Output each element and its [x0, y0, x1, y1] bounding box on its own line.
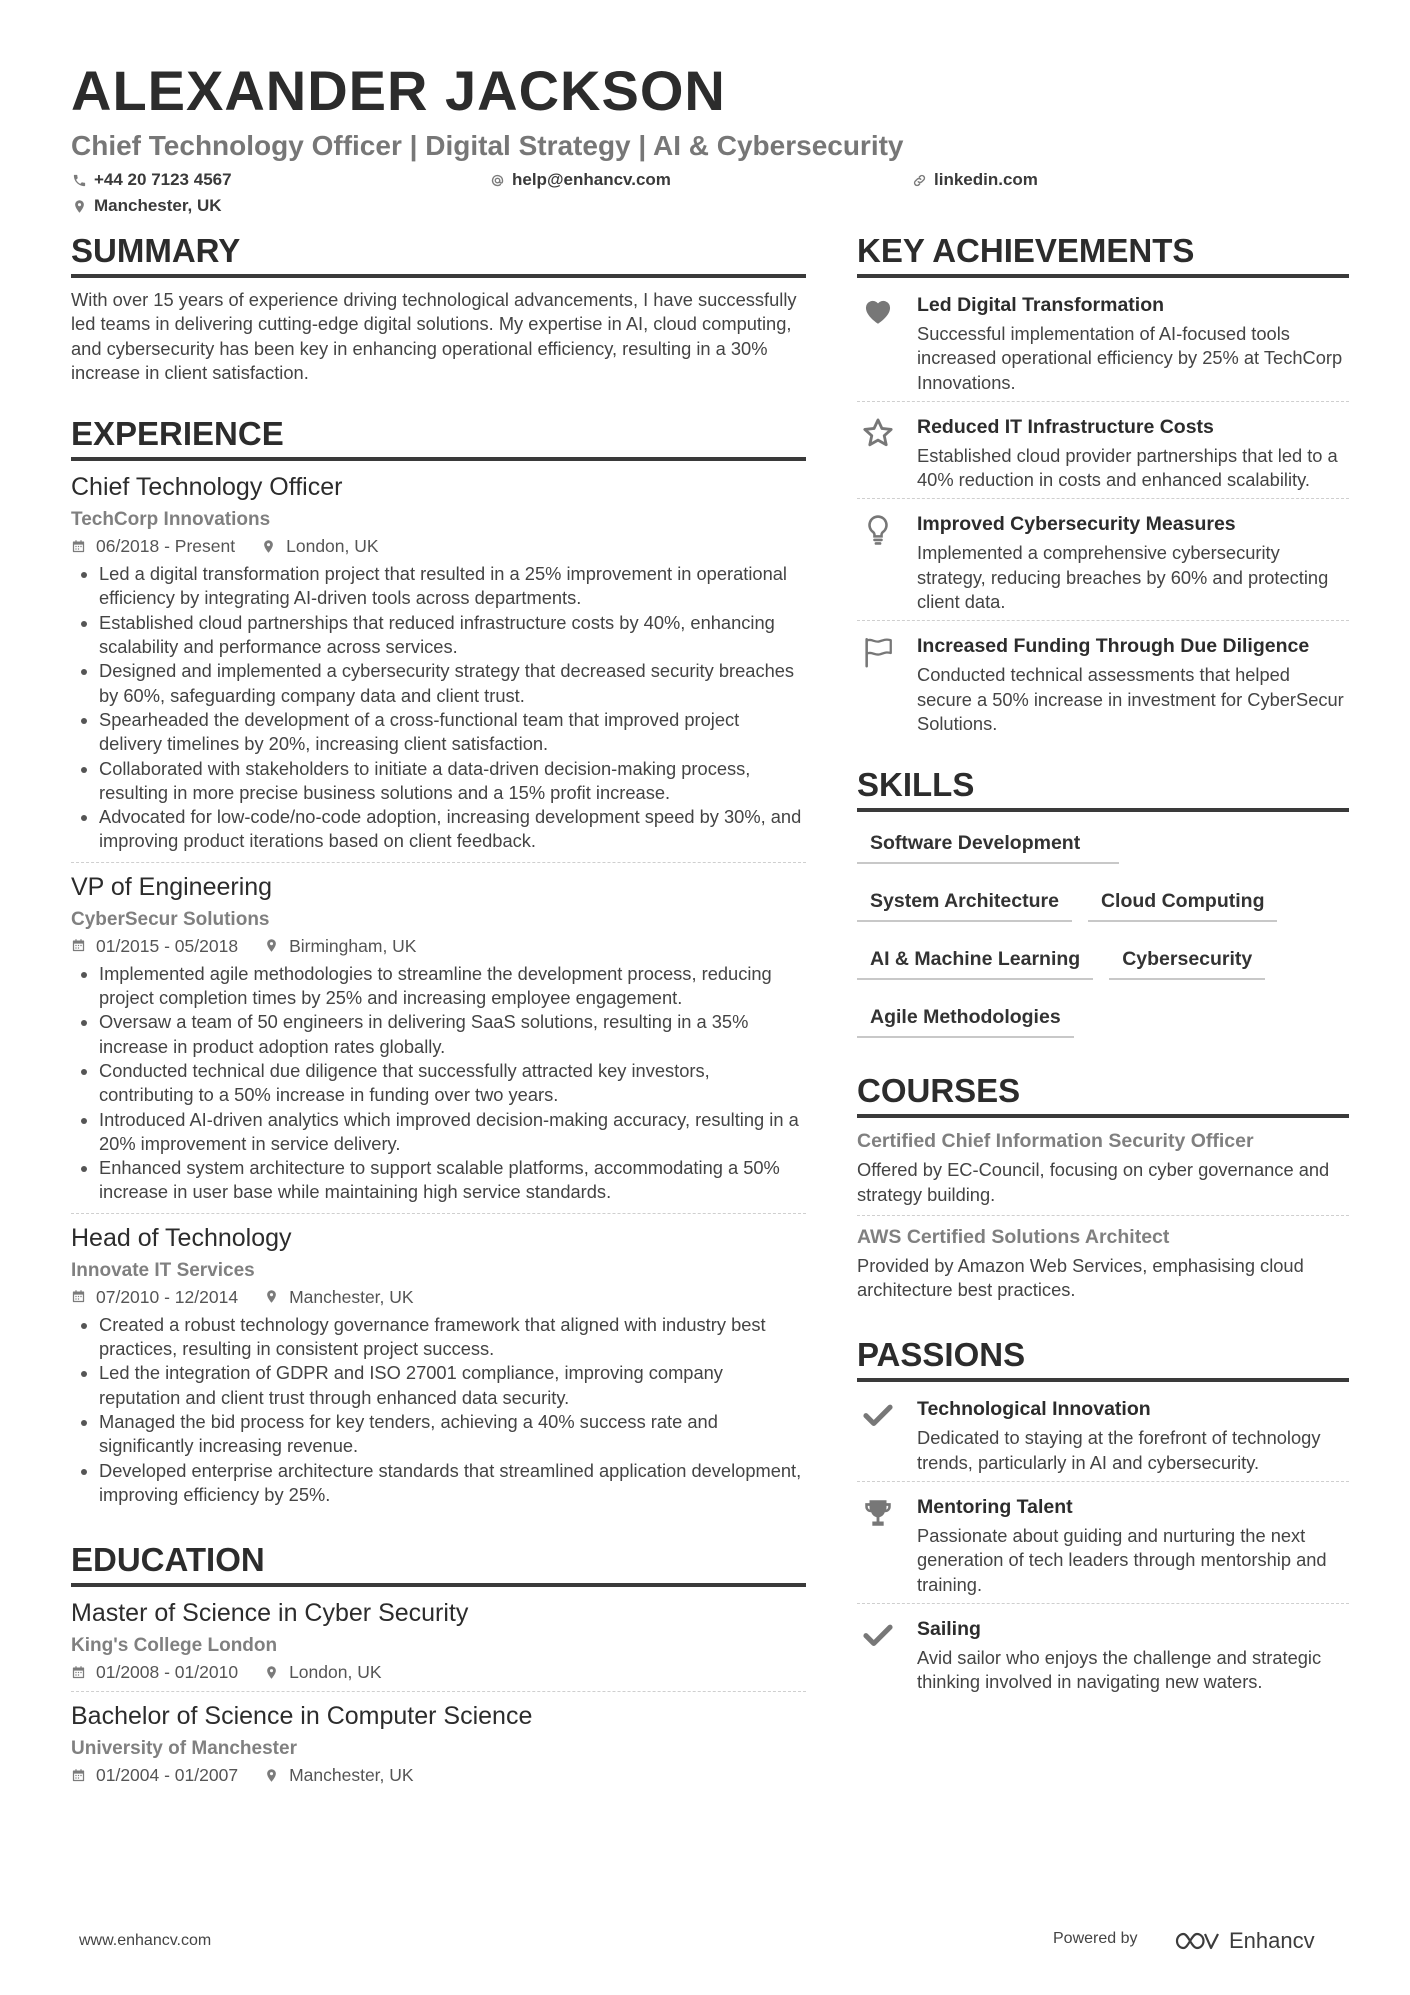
skill-tag: AI & Machine Learning	[857, 938, 1093, 980]
enhancv-logo-icon	[1175, 1929, 1221, 1953]
calendar-icon	[71, 1665, 86, 1680]
star-icon	[857, 414, 917, 493]
education-entry	[71, 1597, 806, 1692]
course-text: Provided by Amazon Web Services, emphasising cloud architecture best practices.	[857, 1254, 1304, 1301]
job-title: Head of Technology	[71, 1223, 292, 1252]
skill-tag: Software Development	[857, 822, 1119, 864]
passion-text: Avid sailor who enjoys the challenge and strategic thinking involved in navigating new waters.	[917, 1646, 1322, 1693]
course-title: AWS Certified Solutions Architect	[857, 1225, 1170, 1248]
calendar-icon	[71, 1768, 86, 1783]
bullet-item: Led the integration of GDPR and ISO 27001 compliance, improving company reputation and client trust through enhanced data security.	[71, 1361, 806, 1410]
job-bullets	[71, 562, 806, 854]
bullet-item: Conducted technical due diligence that successfully attracted key investors, contributing to a 50% increase in funding over two years.	[71, 1059, 806, 1108]
achievement-title: Led Digital Transformation	[917, 294, 1165, 316]
resume-header	[71, 58, 1361, 224]
job-meta	[71, 533, 806, 559]
skills-list	[857, 822, 1349, 1054]
job-location: Birmingham, UK	[289, 935, 417, 956]
skill-tag: Agile Methodologies	[857, 996, 1074, 1038]
location-pin-icon	[71, 198, 87, 214]
school-name: King's College London	[71, 1635, 278, 1657]
left-column	[71, 230, 806, 1822]
email-address: help@enhancv.com	[512, 170, 671, 189]
achievement-item	[857, 507, 1349, 621]
contact-email[interactable]	[489, 170, 671, 190]
bullet-item: Created a robust technology governance framework that aligned with industry best practices, resulting in consistent project success.	[71, 1313, 806, 1362]
education-dates: 01/2008 - 01/2010	[96, 1662, 239, 1683]
courses-section	[857, 1070, 1349, 1310]
brand-name: Enhancv	[1229, 1928, 1315, 1953]
job-dates: 01/2015 - 05/2018	[96, 935, 239, 956]
location-pin-icon	[264, 938, 279, 953]
education-entry	[71, 1700, 806, 1794]
location-pin-icon	[264, 1665, 279, 1680]
achievement-item	[857, 288, 1349, 402]
link-icon	[911, 172, 927, 188]
education-heading: EDUCATION	[71, 1539, 806, 1587]
bullet-item: Led a digital transformation project that resulted in a 25% improvement in operational efficiency by integrating AI-driven tools across departments.	[71, 562, 806, 611]
achievement-text: Conducted technical assessments that helped secure a 50% increase in investment for CyberSecur Solutions.	[917, 664, 1344, 734]
passions-section	[857, 1334, 1349, 1700]
bullet-item: Developed enterprise architecture standards that streamlined application development, improving efficiency by 25%.	[71, 1459, 806, 1508]
passion-title: Mentoring Talent	[917, 1496, 1073, 1519]
achievements-section	[857, 230, 1349, 742]
passions-heading: PASSIONS	[857, 1334, 1349, 1382]
achievement-item	[857, 410, 1349, 500]
job-entry	[71, 1222, 806, 1515]
passion-item	[857, 1490, 1349, 1604]
trophy-icon	[857, 1494, 917, 1597]
achievement-title: Reduced IT Infrastructure Costs	[917, 415, 1214, 438]
passion-title: Technological Innovation	[917, 1398, 1151, 1421]
lightbulb-icon	[857, 511, 917, 614]
education-meta	[71, 1659, 806, 1685]
calendar-icon	[71, 938, 86, 953]
page-footer	[0, 1928, 1410, 1958]
achievement-title: Increased Funding Through Due Diligence	[917, 635, 1310, 658]
achievement-text: Established cloud provider partnerships that led to a 40% reduction in costs and enhanced scalability.	[917, 444, 1338, 491]
flag-icon	[857, 633, 917, 736]
skill-tag: Cloud Computing	[1088, 880, 1278, 922]
contact-location	[71, 196, 222, 216]
bullet-item: Collaborated with stakeholders to initiate a data-driven decision-making process, resulting in more precise business solutions and a 15% profit increase.	[71, 757, 806, 806]
bullet-item: Introduced AI-driven analytics which improved decision-making accuracy, resulting in a 20% improvement in service delivery.	[71, 1108, 806, 1157]
degree-title: Bachelor of Science in Computer Science	[71, 1702, 533, 1731]
course-text: Offered by EC-Council, focusing on cyber governance and strategy building.	[857, 1159, 1330, 1205]
at-sign-icon	[489, 172, 505, 188]
checkmark-icon	[857, 1616, 917, 1695]
bullet-item: Spearheaded the development of a cross-functional team that improved project delivery timelines by 20%, increasing client satisfaction.	[71, 708, 806, 757]
summary-section	[71, 230, 806, 385]
job-meta	[71, 1284, 806, 1310]
location-pin-icon	[261, 539, 276, 554]
passion-title: Sailing	[917, 1617, 981, 1640]
contact-info	[71, 170, 1361, 224]
heart-icon	[857, 292, 917, 395]
achievement-item	[857, 629, 1349, 742]
job-bullets	[71, 962, 806, 1205]
courses-heading: COURSES	[857, 1070, 1349, 1118]
experience-section	[71, 413, 806, 1515]
education-location: Manchester, UK	[289, 1765, 414, 1786]
location-pin-icon	[264, 1768, 279, 1783]
course-title: Certified Chief Information Security Officer	[857, 1130, 1254, 1153]
experience-heading: EXPERIENCE	[71, 413, 806, 461]
contact-linkedin[interactable]	[911, 170, 1038, 190]
skill-tag: System Architecture	[857, 880, 1072, 922]
bullet-item: Designed and implemented a cybersecurity strategy that decreased security breaches by 60%, safeguarding company data and client trust.	[71, 659, 806, 708]
job-location: Manchester, UK	[289, 1286, 414, 1307]
education-meta	[71, 1762, 806, 1788]
achievement-text: Successful implementation of AI-focused tools increased operational efficiency by 25% at TechCorp Innovations.	[917, 323, 1343, 393]
job-entry	[71, 871, 806, 1214]
passion-item	[857, 1612, 1349, 1701]
phone-icon	[71, 172, 87, 188]
job-entry	[71, 471, 806, 863]
job-dates: 07/2010 - 12/2014	[96, 1286, 239, 1307]
bullet-item: Established cloud partnerships that reduced infrastructure costs by 40%, enhancing scalability and performance across services.	[71, 611, 806, 660]
job-company: Innovate IT Services	[71, 1259, 255, 1281]
bullet-item: Advocated for low-code/no-code adoption, increasing development speed by 30%, and improving product iterations based on client feedback.	[71, 805, 806, 854]
location-pin-icon	[264, 1289, 279, 1304]
education-dates: 01/2004 - 01/2007	[96, 1765, 239, 1786]
bullet-item: Managed the bid process for key tenders, achieving a 40% success rate and significantly increasing revenue.	[71, 1410, 806, 1459]
course-item	[857, 1224, 1349, 1311]
job-title: Chief Technology Officer	[71, 473, 343, 502]
skills-section	[857, 764, 1349, 1054]
passion-text: Passionate about guiding and nurturing the next generation of tech leaders through mentorship and training.	[917, 1525, 1327, 1595]
achievement-title: Improved Cybersecurity Measures	[917, 513, 1236, 536]
degree-title: Master of Science in Cyber Security	[71, 1599, 469, 1628]
skills-heading: SKILLS	[857, 764, 1349, 812]
job-location: London, UK	[286, 536, 379, 557]
passion-text: Dedicated to staying at the forefront of technology trends, particularly in AI and cybersecurity.	[917, 1427, 1321, 1473]
linkedin-url: linkedin.com	[934, 170, 1038, 189]
passion-item	[857, 1392, 1349, 1482]
education-section	[71, 1539, 806, 1794]
job-dates: 06/2018 - Present	[96, 536, 236, 557]
calendar-icon	[71, 1289, 86, 1304]
summary-heading: SUMMARY	[71, 230, 806, 278]
bullet-item: Enhanced system architecture to support scalable platforms, accommodating a 50% increase in user base while maintaining high service standards.	[71, 1156, 806, 1205]
brand-logo[interactable]	[1175, 1928, 1315, 1954]
contact-phone	[71, 170, 232, 190]
bullet-item: Implemented agile methodologies to streamline the development process, reducing project completion times by 25% and increasing employee engagement.	[71, 962, 806, 1011]
school-name: University of Manchester	[71, 1738, 297, 1760]
achievement-text: Implemented a comprehensive cybersecurity strategy, reducing breaches by 60% and protecting client data.	[917, 542, 1329, 613]
job-meta	[71, 933, 806, 959]
right-column	[857, 230, 1349, 1729]
bullet-item: Oversaw a team of 50 engineers in delivering SaaS solutions, resulting in a 35% increase in product adoption rates globally.	[71, 1010, 806, 1059]
powered-by-label: Powered by	[1053, 1930, 1138, 1947]
job-title: VP of Engineering	[71, 872, 273, 901]
course-item	[857, 1128, 1349, 1216]
footer-website-link[interactable]: www.enhancv.com	[79, 1932, 212, 1949]
location-text: Manchester, UK	[94, 196, 222, 215]
job-company: CyberSecur Solutions	[71, 908, 270, 930]
education-location: London, UK	[289, 1662, 382, 1683]
achievements-heading: KEY ACHIEVEMENTS	[857, 230, 1349, 278]
skill-tag: Cybersecurity	[1109, 938, 1265, 980]
candidate-title: Chief Technology Officer | Digital Strategy | AI & Cybersecurity	[71, 130, 904, 161]
summary-text: With over 15 years of experience driving technological advancements, I have successfully led teams in delivering cutting-edge digital solutions. My expertise in AI, cloud computing, and cybersecurity has been key in enhancing operational efficiency, resulting in a 30% increase in client satisfaction.	[71, 289, 797, 383]
candidate-name: ALEXANDER JACKSON	[71, 59, 726, 122]
calendar-icon	[71, 539, 86, 554]
job-bullets	[71, 1313, 806, 1507]
job-company: TechCorp Innovations	[71, 509, 271, 531]
phone-number: +44 20 7123 4567	[94, 170, 232, 189]
checkmark-icon	[857, 1396, 917, 1475]
